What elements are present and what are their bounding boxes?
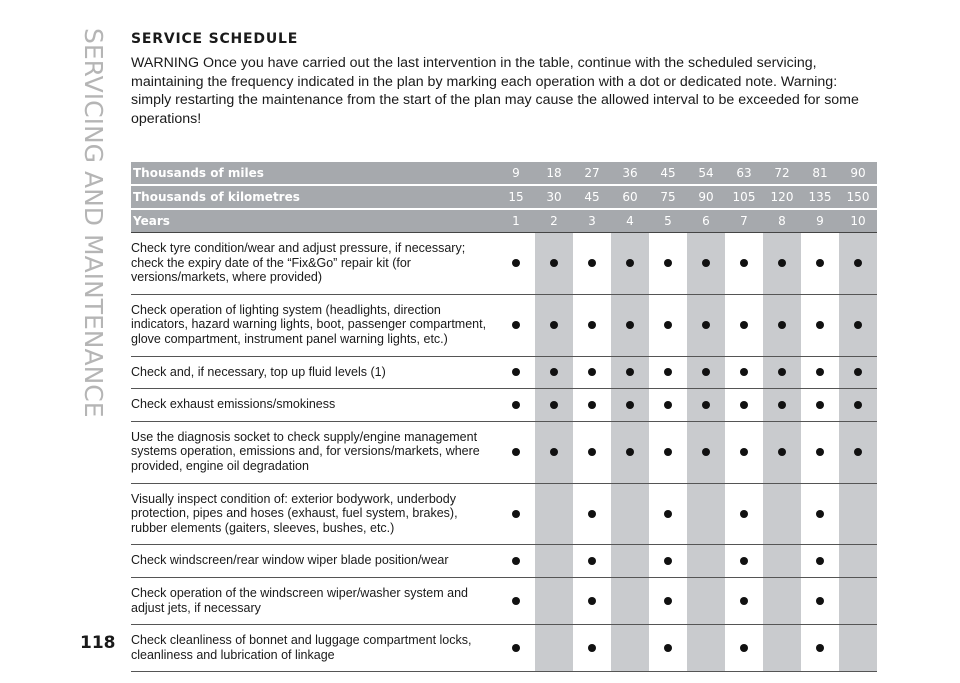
- operation-row: [131, 295, 877, 357]
- header-cell: 15: [508, 190, 524, 204]
- check-dot-icon: [854, 321, 862, 329]
- interval-cell: [573, 295, 611, 356]
- header-row-label: Thousands of kilometres: [133, 190, 300, 204]
- interval-cell: [763, 484, 801, 545]
- interval-cell: [801, 295, 839, 356]
- check-dot-icon: [740, 321, 748, 329]
- interval-cell: [611, 484, 649, 545]
- interval-cell: [687, 295, 725, 356]
- interval-cell: [763, 233, 801, 294]
- interval-cell: [535, 295, 573, 356]
- interval-cell: [763, 545, 801, 577]
- check-dot-icon: [626, 401, 634, 409]
- interval-cell: [535, 422, 573, 483]
- check-dot-icon: [816, 644, 824, 652]
- interval-cell: [725, 545, 763, 577]
- interval-cell: [573, 233, 611, 294]
- interval-cell: [687, 422, 725, 483]
- check-dot-icon: [626, 368, 634, 376]
- check-dot-icon: [512, 510, 520, 518]
- header-cell: 36: [622, 166, 638, 180]
- check-dot-icon: [626, 321, 634, 329]
- interval-cell: [649, 389, 687, 421]
- operation-row: [131, 422, 877, 484]
- interval-cell: [573, 545, 611, 577]
- interval-cell: [763, 357, 801, 389]
- interval-cell: [497, 625, 535, 671]
- check-dot-icon: [550, 259, 558, 267]
- header-cell: 72: [774, 166, 790, 180]
- interval-cell: [763, 422, 801, 483]
- interval-cell: [725, 484, 763, 545]
- check-dot-icon: [664, 321, 672, 329]
- page-heading: SERVICE SCHEDULE: [131, 31, 299, 47]
- header-row: [131, 162, 877, 186]
- interval-cell: [573, 625, 611, 671]
- interval-cell: [763, 578, 801, 624]
- operation-row: [131, 233, 877, 295]
- interval-cell: [497, 578, 535, 624]
- header-cell: 81: [812, 166, 828, 180]
- check-dot-icon: [740, 510, 748, 518]
- check-dot-icon: [702, 321, 710, 329]
- header-cell: 4: [626, 214, 634, 228]
- interval-cell: [687, 484, 725, 545]
- check-dot-icon: [512, 448, 520, 456]
- check-dot-icon: [664, 368, 672, 376]
- interval-cell: [839, 295, 877, 356]
- operation-row: [131, 389, 877, 422]
- header-cell: 8: [778, 214, 786, 228]
- check-dot-icon: [664, 401, 672, 409]
- check-dot-icon: [512, 401, 520, 409]
- interval-cell: [497, 422, 535, 483]
- header-cell: 3: [588, 214, 596, 228]
- check-dot-icon: [588, 510, 596, 518]
- check-dot-icon: [588, 597, 596, 605]
- operation-text: Check and, if necessary, top up fluid levels (1): [131, 364, 386, 379]
- check-dot-icon: [778, 368, 786, 376]
- interval-cell: [573, 357, 611, 389]
- operation-text: Visually inspect condition of: exterior bodywork, underbody protection, pipes and hoses (exhaust, fuel system, brakes), rubber elements (gaiters, sleeves, bushes, etc.): [131, 491, 458, 535]
- interval-cell: [839, 422, 877, 483]
- header-cell: 45: [660, 166, 676, 180]
- interval-cell: [497, 389, 535, 421]
- interval-cell: [649, 357, 687, 389]
- check-dot-icon: [588, 448, 596, 456]
- check-dot-icon: [512, 259, 520, 267]
- check-dot-icon: [550, 401, 558, 409]
- interval-cell: [687, 578, 725, 624]
- interval-cell: [611, 389, 649, 421]
- interval-cell: [497, 233, 535, 294]
- check-dot-icon: [588, 321, 596, 329]
- header-cell: 60: [622, 190, 638, 204]
- operation-text: Check operation of the windscreen wiper/washer system and adjust jets, if necessary: [131, 585, 468, 615]
- check-dot-icon: [588, 401, 596, 409]
- check-dot-icon: [778, 321, 786, 329]
- check-dot-icon: [512, 644, 520, 652]
- warning-paragraph: WARNING Once you have carried out the last intervention in the table, continue with the scheduled servicing, maintaining the frequency indicated in the plan by marking each operation with a dot or dedicated note. Warning: simply restarting the maintenance from the start of the plan may cause the allowed interval to be exceeded for some operations!: [131, 55, 859, 127]
- interval-cell: [649, 295, 687, 356]
- check-dot-icon: [740, 644, 748, 652]
- header-cell: 135: [808, 190, 832, 204]
- check-dot-icon: [664, 557, 672, 565]
- operation-row: [131, 484, 877, 546]
- check-dot-icon: [588, 368, 596, 376]
- check-dot-icon: [740, 368, 748, 376]
- check-dot-icon: [740, 597, 748, 605]
- header-cell: 105: [732, 190, 756, 204]
- interval-cell: [687, 625, 725, 671]
- interval-cell: [801, 357, 839, 389]
- interval-cell: [611, 625, 649, 671]
- interval-cell: [535, 545, 573, 577]
- interval-cell: [649, 233, 687, 294]
- check-dot-icon: [626, 448, 634, 456]
- check-dot-icon: [740, 259, 748, 267]
- interval-cell: [687, 357, 725, 389]
- interval-cell: [535, 484, 573, 545]
- check-dot-icon: [854, 368, 862, 376]
- interval-cell: [839, 233, 877, 294]
- check-dot-icon: [702, 401, 710, 409]
- interval-cell: [725, 422, 763, 483]
- interval-cell: [839, 625, 877, 671]
- operation-text: Check windscreen/rear window wiper blade position/wear: [131, 553, 449, 568]
- interval-cell: [649, 625, 687, 671]
- interval-cell: [535, 625, 573, 671]
- interval-cell: [725, 625, 763, 671]
- header-cell: 75: [660, 190, 676, 204]
- check-dot-icon: [854, 401, 862, 409]
- operation-text: Check tyre condition/wear and adjust pressure, if necessary; check the expiry date of the “Fix&Go” repair kit (for versions/markets, where provided): [131, 241, 466, 285]
- header-cell: 18: [546, 166, 562, 180]
- header-cell: 150: [846, 190, 870, 204]
- section-side-title: SERVICING AND MAINTENANCE: [79, 28, 108, 418]
- service-schedule-table: [131, 162, 877, 672]
- check-dot-icon: [550, 448, 558, 456]
- check-dot-icon: [816, 448, 824, 456]
- check-dot-icon: [512, 368, 520, 376]
- check-dot-icon: [588, 644, 596, 652]
- check-dot-icon: [702, 448, 710, 456]
- interval-cell: [801, 545, 839, 577]
- interval-cell: [725, 233, 763, 294]
- interval-cell: [649, 422, 687, 483]
- check-dot-icon: [854, 448, 862, 456]
- check-dot-icon: [664, 259, 672, 267]
- interval-cell: [611, 357, 649, 389]
- operation-text: Check cleanliness of bonnet and luggage compartment locks, cleanliness and lubrication of linkage: [131, 633, 472, 662]
- check-dot-icon: [740, 448, 748, 456]
- interval-cell: [611, 578, 649, 624]
- header-cell: 5: [664, 214, 672, 228]
- header-cell: 6: [702, 214, 710, 228]
- interval-cell: [725, 357, 763, 389]
- interval-cell: [573, 422, 611, 483]
- interval-cell: [839, 389, 877, 421]
- header-cell: 63: [736, 166, 752, 180]
- header-cell: 10: [850, 214, 866, 228]
- header-cell: 2: [550, 214, 558, 228]
- header-cell: 1: [512, 214, 520, 228]
- interval-cell: [763, 625, 801, 671]
- interval-cell: [649, 484, 687, 545]
- interval-cell: [801, 625, 839, 671]
- interval-cell: [611, 295, 649, 356]
- check-dot-icon: [816, 401, 824, 409]
- header-cell: 45: [584, 190, 600, 204]
- check-dot-icon: [588, 557, 596, 565]
- check-dot-icon: [778, 401, 786, 409]
- interval-cell: [573, 578, 611, 624]
- check-dot-icon: [778, 259, 786, 267]
- interval-cell: [801, 578, 839, 624]
- operation-row: [131, 578, 877, 625]
- interval-cell: [725, 295, 763, 356]
- interval-cell: [649, 578, 687, 624]
- interval-cell: [801, 233, 839, 294]
- header-cell: 9: [512, 166, 520, 180]
- check-dot-icon: [550, 321, 558, 329]
- operation-row: [131, 545, 877, 578]
- header-cell: 54: [698, 166, 714, 180]
- interval-cell: [725, 578, 763, 624]
- check-dot-icon: [512, 597, 520, 605]
- operation-row: [131, 625, 877, 672]
- header-cell: 27: [584, 166, 600, 180]
- check-dot-icon: [854, 259, 862, 267]
- interval-cell: [839, 484, 877, 545]
- interval-cell: [535, 578, 573, 624]
- interval-cell: [497, 484, 535, 545]
- header-row-label: Thousands of miles: [133, 166, 264, 180]
- header-cell: 9: [816, 214, 824, 228]
- interval-cell: [687, 389, 725, 421]
- interval-cell: [611, 422, 649, 483]
- header-row-label: Years: [133, 214, 170, 228]
- interval-cell: [839, 578, 877, 624]
- operation-text: Check operation of lighting system (headlights, direction indicators, hazard warning lights, boot, passenger compartment, glove compartment, instrument panel warning lights, etc.): [131, 302, 487, 346]
- check-dot-icon: [816, 557, 824, 565]
- check-dot-icon: [740, 401, 748, 409]
- interval-cell: [725, 389, 763, 421]
- section-side-title-container: [79, 28, 110, 418]
- interval-cell: [535, 389, 573, 421]
- check-dot-icon: [550, 368, 558, 376]
- header-row: [131, 210, 877, 233]
- interval-cell: [497, 545, 535, 577]
- interval-cell: [649, 545, 687, 577]
- header-cell: 7: [740, 214, 748, 228]
- check-dot-icon: [778, 448, 786, 456]
- check-dot-icon: [512, 557, 520, 565]
- operation-text: Check exhaust emissions/smokiness: [131, 397, 336, 412]
- check-dot-icon: [664, 448, 672, 456]
- header-cell: 30: [546, 190, 562, 204]
- check-dot-icon: [664, 597, 672, 605]
- interval-cell: [497, 357, 535, 389]
- header-cell: 90: [850, 166, 866, 180]
- interval-cell: [611, 233, 649, 294]
- interval-cell: [611, 545, 649, 577]
- interval-cell: [801, 484, 839, 545]
- interval-cell: [801, 422, 839, 483]
- check-dot-icon: [816, 510, 824, 518]
- interval-cell: [687, 545, 725, 577]
- check-dot-icon: [664, 644, 672, 652]
- interval-cell: [535, 233, 573, 294]
- operation-text: Use the diagnosis socket to check supply/engine management systems operation, emissions and, for versions/markets, where provided, engine oil degradation: [131, 429, 480, 473]
- check-dot-icon: [702, 259, 710, 267]
- header-row: [131, 186, 877, 210]
- interval-cell: [801, 389, 839, 421]
- header-cell: 120: [770, 190, 794, 204]
- check-dot-icon: [664, 510, 672, 518]
- interval-cell: [763, 295, 801, 356]
- check-dot-icon: [626, 259, 634, 267]
- interval-cell: [573, 484, 611, 545]
- interval-cell: [535, 357, 573, 389]
- check-dot-icon: [740, 557, 748, 565]
- check-dot-icon: [816, 259, 824, 267]
- operation-row: [131, 357, 877, 390]
- interval-cell: [573, 389, 611, 421]
- check-dot-icon: [702, 368, 710, 376]
- interval-cell: [839, 545, 877, 577]
- page-number: 118: [80, 633, 116, 653]
- check-dot-icon: [816, 597, 824, 605]
- check-dot-icon: [588, 259, 596, 267]
- check-dot-icon: [816, 368, 824, 376]
- interval-cell: [763, 389, 801, 421]
- check-dot-icon: [816, 321, 824, 329]
- check-dot-icon: [512, 321, 520, 329]
- interval-cell: [687, 233, 725, 294]
- interval-cell: [839, 357, 877, 389]
- interval-cell: [497, 295, 535, 356]
- header-cell: 90: [698, 190, 714, 204]
